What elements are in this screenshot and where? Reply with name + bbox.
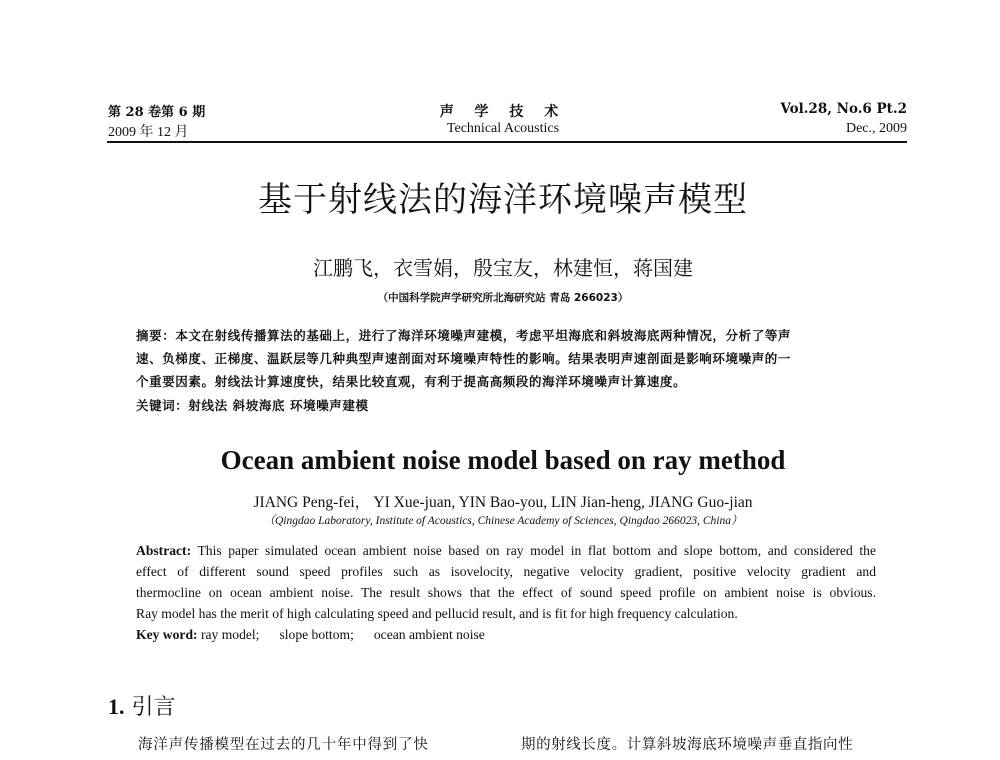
affiliation-cn: （中国科学院声学研究所北海研究站 青岛 266023） xyxy=(377,292,629,304)
authors-en: JIANG Peng-fei， YI Xue-juan, YIN Bao-you, LIN Jian-heng, JIANG Guo-jian xyxy=(253,494,753,511)
abstract-en-line-4: Ray model has the merit of high calculating speed and pellucid result, and is fit for high frequency calculation. xyxy=(136,606,738,621)
keywords-cn xyxy=(136,396,888,414)
abstract-cn-label: 摘要： xyxy=(136,328,176,343)
keywords-cn-text: 射线法 斜坡海底 环境噪声建模 xyxy=(188,398,369,413)
authors-cn: 江鹏飞，衣雪娟，殷宝友，林建恒，蒋国建 xyxy=(313,256,693,280)
keyword-1: ray model; xyxy=(200,627,260,642)
keywords-en-label: Key word: xyxy=(136,627,198,642)
section-heading xyxy=(108,690,176,721)
abstract-en-line-3: thermocline on ocean ambient noise. The result shows that the effect of sound speed profile on ambient noise is obvious. xyxy=(136,585,876,600)
header-date-en: Dec., 2009 xyxy=(845,121,907,136)
affiliation-en: （Qingdao Laboratory, Institute of Acoustics, Chinese Academy of Sciences, Qingdao 266023, China） xyxy=(263,515,743,527)
keywords-cn-label: 关键词： xyxy=(136,398,189,413)
section-title: 引言 xyxy=(131,695,176,720)
header-date-cn: 2009 年 12 月 xyxy=(108,125,189,140)
abstract-cn-text: 本文在射线传播算法的基础上，进行了海洋环境噪声建模，考虑平坦海底和斜坡海底两种情况，分析了等声 xyxy=(175,328,792,343)
keyword-2: slope bottom; xyxy=(279,627,354,642)
paper-title-cn: 基于射线法的海洋环境噪声模型 xyxy=(258,180,748,220)
header-journal-en: Technical Acoustics xyxy=(446,121,560,136)
keyword-3: ocean ambient noise xyxy=(373,627,485,642)
body-right-column: 期的射线长度。计算斜坡海底环境噪声垂直指向性 xyxy=(521,737,854,753)
paper-title-en: Ocean ambient noise model based on ray method xyxy=(220,445,786,475)
abstract-en-text: This paper simulated ocean ambient noise based on ray model in flat bottom and slope bottom, and considered the xyxy=(197,543,877,558)
body-left-column: 海洋声传播模型在过去的几十年中得到了快 xyxy=(138,737,429,753)
keywords-en xyxy=(136,627,485,643)
abstract-cn-line-3: 个重要因素。射线法计算速度快，结果比较直观，有利于提高高频段的海洋环境噪声计算速度。 xyxy=(136,374,687,389)
header-journal-cn: 声 学 技 术 xyxy=(439,104,567,120)
section-number: 1. xyxy=(108,694,125,719)
header-volume-issue-cn: 第 28 卷第 6 期 xyxy=(108,105,206,120)
abstract-cn-line-2: 速、负梯度、正梯度、温跃层等几种典型声速剖面对环境噪声特性的影响。结果表明声速剖面是影响环境噪声的一 xyxy=(136,351,792,366)
abstract-en-line-2: effect of different sound speed profiles such as isovelocity, negative velocity gradient, positive velocity gradient and xyxy=(136,564,876,579)
abstract-cn-line-1 xyxy=(136,326,888,344)
abstract-en-line-1 xyxy=(136,543,876,559)
header-rule xyxy=(107,141,907,143)
abstract-en-label: Abstract: xyxy=(136,543,192,558)
header-volume-issue-en: Vol.28, No.6 Pt.2 xyxy=(780,101,907,117)
